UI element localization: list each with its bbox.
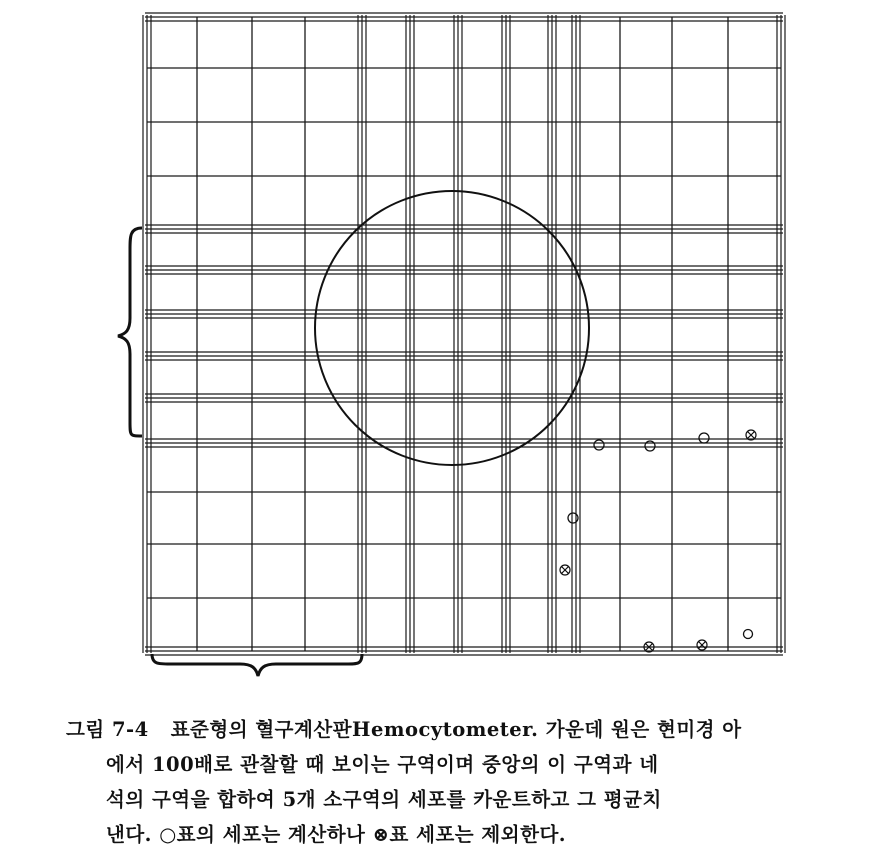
counted-cells bbox=[568, 433, 753, 639]
excluded-cell bbox=[697, 640, 707, 650]
vertical-curly-brace bbox=[118, 228, 142, 436]
caption-line-2: 에서 100배로 관찰할 때 보이는 구역이며 중앙의 이 구역과 네 bbox=[106, 753, 659, 776]
caption-line-4: 낸다. ○표의 세포는 계산하나 ⊗표 세포는 제외한다. bbox=[106, 823, 567, 846]
counted-cell bbox=[744, 630, 753, 639]
counted-cell bbox=[699, 433, 709, 443]
counting-grid bbox=[143, 13, 785, 655]
figure-caption bbox=[66, 712, 876, 852]
excluded-cell bbox=[560, 565, 570, 575]
excluded-cells bbox=[560, 430, 756, 652]
horizontal-curly-brace bbox=[152, 654, 362, 676]
caption-line-1: 그림 7-4 표준형의 혈구계산판Hemocytometer. 가운데 원은 현미경 아 bbox=[66, 718, 742, 741]
caption-label: 그림 7-4 bbox=[66, 718, 149, 741]
caption-line-3: 석의 구역을 합하여 5개 소구역의 세포를 카운트하고 그 평균치 bbox=[106, 788, 662, 811]
counted-cell bbox=[594, 440, 604, 450]
